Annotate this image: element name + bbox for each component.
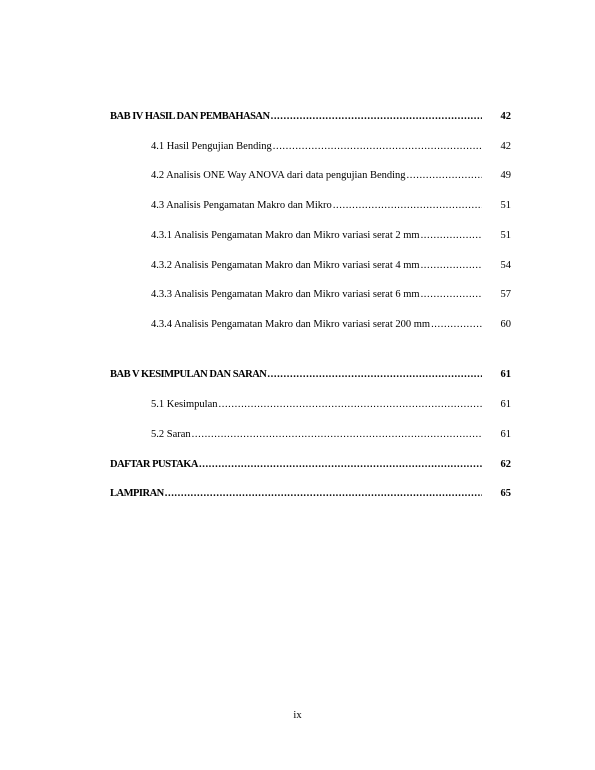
toc-entry-page: 61 [500,399,511,410]
toc-entry-lampiran[interactable] [0,486,595,502]
dot-leader [219,397,483,413]
toc-entry-page: 61 [500,429,511,440]
toc-entry-4-3[interactable] [0,198,595,214]
toc-entry-bab-iv[interactable] [0,109,595,125]
page-number: ix [293,710,302,721]
toc-entry-page: 42 [500,141,511,152]
dot-leader [267,367,482,383]
dot-leader [407,168,482,184]
toc-entry-page: 42 [500,111,511,122]
toc-entry-5-2[interactable] [0,427,595,443]
toc-entry-label: 4.1 Hasil Pengujian Bending [151,141,272,152]
dot-leader [199,457,482,473]
toc-entry-label: 4.3.4 Analisis Pengamatan Makro dan Mikro variasi serat 200 mm [151,319,431,330]
toc-entry-4-1[interactable] [0,139,595,155]
toc-entry-bab-v[interactable] [0,367,595,383]
toc-entry-label: BAB V KESIMPULAN DAN SARAN [110,369,267,380]
toc-entry-label: 4.3 Analisis Pengamatan Makro dan Mikro [151,200,332,211]
toc-entry-page: 54 [500,260,511,271]
dot-leader [421,258,482,274]
dot-leader [421,228,482,244]
toc-entry-label: 5.1 Kesimpulan [151,399,218,410]
toc-entry-label: 5.2 Saran [151,429,191,440]
toc-entry-page: 51 [500,230,511,241]
toc-entry-5-1[interactable] [0,397,595,413]
dot-leader [421,287,482,303]
toc-entry-label: DAFTAR PUSTAKA [110,459,198,470]
dot-leader [192,427,482,443]
dot-leader [165,486,482,502]
toc-entry-label: BAB IV HASIL DAN PEMBAHASAN [110,111,270,122]
toc-entry-4-3-3[interactable] [0,287,595,303]
toc-entry-4-3-4[interactable] [0,317,595,333]
toc-entry-page: 65 [500,488,511,499]
toc-entry-label: 4.2 Analisis ONE Way ANOVA dari data pengujian Bending [151,170,406,181]
dot-leader [431,317,482,333]
dot-leader [333,198,482,214]
dot-leader [271,109,482,125]
toc-entry-label: 4.3.1 Analisis Pengamatan Makro dan Mikro variasi serat 2 mm [151,230,420,241]
toc-entry-page: 49 [500,170,511,181]
toc-entry-page: 62 [500,459,511,470]
toc-entry-page: 51 [500,200,511,211]
toc-entry-4-3-2[interactable] [0,258,595,274]
toc-entry-label: 4.3.3 Analisis Pengamatan Makro dan Mikro variasi serat 6 mm [151,289,420,300]
toc-entry-4-2[interactable] [0,168,595,184]
toc-entry-4-3-1[interactable] [0,228,595,244]
toc-entry-page: 61 [500,369,511,380]
toc-entry-label: 4.3.2 Analisis Pengamatan Makro dan Mikro variasi serat 4 mm [151,260,420,271]
dot-leader [273,139,482,155]
toc-entry-label: LAMPIRAN [110,488,164,499]
toc-entry-daftar-pustaka[interactable] [0,457,595,473]
toc-entry-page: 60 [500,319,511,330]
toc-entry-page: 57 [500,289,511,300]
